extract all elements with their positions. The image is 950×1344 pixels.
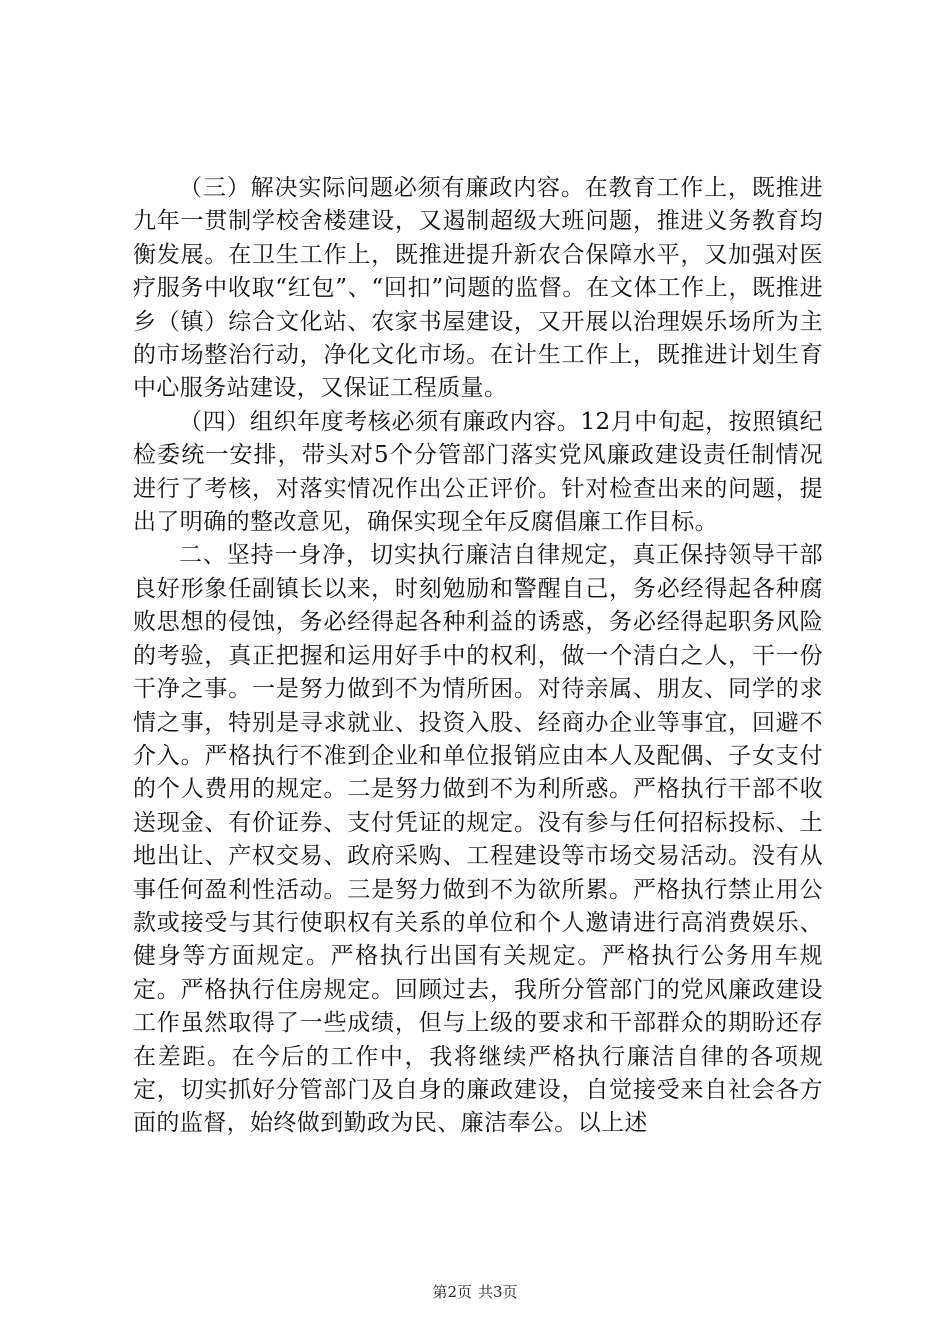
paragraph-section-four: （四）组织年度考核必须有廉政内容。12月中旬起，按照镇纪检委统一安排，带头对5个分管部门落实党风廉政建设责任制情况进行了考核，对落实情况作出公正评价。针对检查出来的问题，提出了明确的整改意见，确保实现全年反腐倡廉工作目标。 (133, 408, 823, 536)
page-number-total: 共3页 (478, 1283, 518, 1301)
paragraph-section-two-main: 二、坚持一身净，切实执行廉洁自律规定，真正保持领导干部良好形象任副镇长以来，时刻勉励和警醒自己，务必经得起各种腐败思想的侵蚀，务必经得起各种利益的诱惑，务必经得起职务风险的考验，真正把握和运用好手中的权利，做一个清白之人，干一份干净之事。一是努力做到不为情所困。对待亲属、朋友、同学的求情之事，特别是寻求就业、投资入股、经商办企业等事宜，回避不介入。严格执行不准到企业和单位报销应由本人及配偶、子女支付的个人费用的规定。二是努力做到不为利所惑。严格执行干部不收送现金、有价证券、支付凭证的规定。没有参与任何招标投标、土地出让、产权交易、政府采购、工程建设等市场交易活动。没有从事任何盈利性活动。三是努力做到不为欲所累。严格执行禁止用公款或接受与其行使职权有关系的单位和个人邀请进行高消费娱乐、健身等方面规定。严格执行出国有关规定。严格执行公务用车规定。严格执行住房规定。回顾过去，我所分管部门的党风廉政建设工作虽然取得了一些成绩，但与上级的要求和干部群众的期盼还存在差距。在今后的工作中，我将继续严格执行廉洁自律的各项规定，切实抓好分管部门及自身的廉政建设，自觉接受来自社会各方面的监督，始终做到勤政为民、廉洁奉公。以上述 (133, 542, 823, 1137)
document-body (133, 172, 823, 1141)
page-footer (0, 1282, 950, 1302)
paragraph-section-three: （三）解决实际问题必须有廉政内容。在教育工作上，既推进九年一贯制学校舍楼建设，又遏制超级大班问题，推进义务教育均衡发展。在卫生工作上，既推进提升新农合保障水平，又加强对医疗服务中收取“红包”、“回扣”问题的监督。在文体工作上，既推进乡（镇）综合文化站、农家书屋建设，又开展以治理娱乐场所为主的市场整治行动，净化文化市场。在计生工作上，既推进计划生育中心服务站建设，又保证工程质量。 (133, 175, 823, 402)
page-number-current: 第2页 (432, 1283, 472, 1301)
